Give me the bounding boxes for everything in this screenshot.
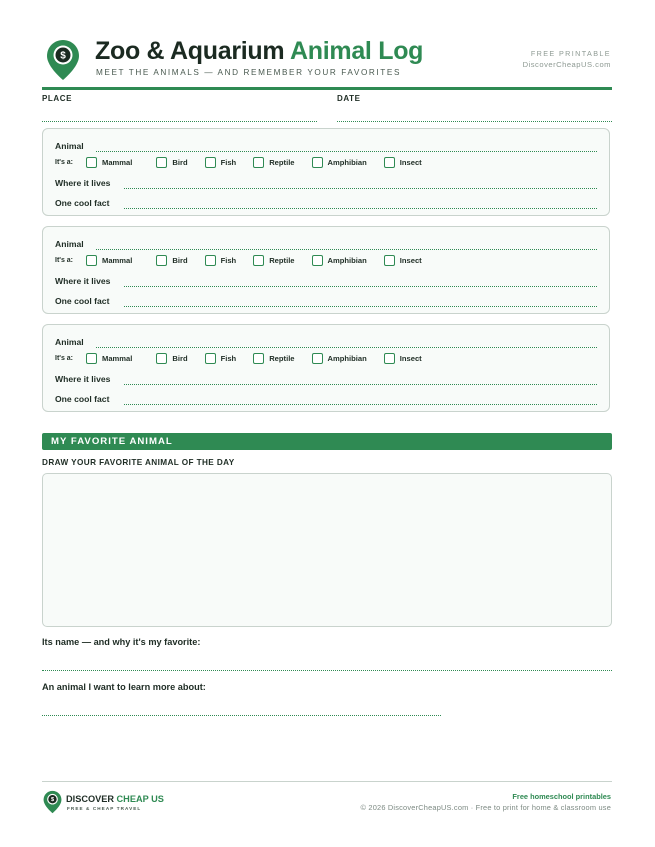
- checkbox[interactable]: [205, 157, 216, 168]
- checkbox[interactable]: [312, 255, 323, 266]
- fact-field[interactable]: [124, 404, 597, 405]
- animal-type-options: [86, 353, 422, 364]
- option-amphibian[interactable]: [312, 255, 367, 266]
- animal-card: [42, 324, 610, 412]
- checkbox[interactable]: [205, 353, 216, 364]
- svg-text:$: $: [50, 797, 55, 804]
- animal-type-options: [86, 157, 422, 168]
- option-label: Bird: [172, 256, 188, 265]
- checkbox[interactable]: [86, 157, 97, 168]
- checkbox[interactable]: [205, 255, 216, 266]
- animal-field[interactable]: [96, 151, 597, 152]
- animal-type-options: [86, 255, 422, 266]
- checkbox[interactable]: [156, 255, 167, 266]
- where-label: Where it lives: [55, 374, 111, 384]
- name-answer-line[interactable]: [42, 670, 612, 671]
- option-label: Reptile: [269, 158, 295, 167]
- option-label: Amphibian: [327, 158, 367, 167]
- option-label: Mammal: [102, 158, 133, 167]
- where-label: Where it lives: [55, 276, 111, 286]
- option-insect[interactable]: [384, 157, 422, 168]
- checkbox[interactable]: [253, 157, 264, 168]
- footer-copyright: © 2026 DiscoverCheapUS.com · Free to print for home & classroom use: [360, 803, 611, 812]
- option-fish[interactable]: [205, 353, 237, 364]
- its-a-label: It's a:: [55, 355, 74, 362]
- footer-tagline: FREE & CHEAP TRAVEL: [67, 806, 142, 811]
- page-title: [95, 37, 423, 66]
- place-field[interactable]: [42, 121, 317, 122]
- animal-label: Animal: [55, 337, 84, 347]
- option-reptile[interactable]: [253, 255, 294, 266]
- option-label: Insect: [399, 158, 422, 167]
- option-mammal[interactable]: [86, 255, 132, 266]
- place-label: PLACE: [42, 94, 73, 103]
- animal-label: Animal: [55, 239, 84, 249]
- checkbox[interactable]: [312, 353, 323, 364]
- date-field[interactable]: [337, 121, 612, 122]
- header-divider: [42, 87, 612, 90]
- option-label: Mammal: [102, 256, 133, 265]
- footer-homeschool-text: Free homeschool printables: [512, 792, 611, 801]
- option-label: Amphibian: [327, 256, 367, 265]
- option-amphibian[interactable]: [312, 157, 367, 168]
- checkbox[interactable]: [156, 353, 167, 364]
- favorite-banner-title: MY FAVORITE ANIMAL: [51, 436, 173, 447]
- checkbox[interactable]: [253, 353, 264, 364]
- option-label: Fish: [220, 354, 237, 363]
- option-insect[interactable]: [384, 353, 422, 364]
- where-field[interactable]: [124, 384, 597, 385]
- animal-label: Animal: [55, 141, 84, 151]
- title-accent: Animal Log: [290, 37, 424, 65]
- animal-field[interactable]: [96, 347, 597, 348]
- option-bird[interactable]: [156, 255, 187, 266]
- name-prompt: Its name — and why it's my favorite:: [42, 637, 201, 647]
- footer-brand: [66, 794, 164, 804]
- animal-card: [42, 226, 610, 314]
- option-label: Bird: [172, 158, 188, 167]
- fact-label: One cool fact: [55, 296, 110, 306]
- drawing-area[interactable]: [42, 473, 612, 627]
- option-label: Amphibian: [327, 354, 367, 363]
- fact-field[interactable]: [124, 306, 597, 307]
- animal-card: [42, 128, 610, 216]
- option-label: Insect: [399, 256, 422, 265]
- where-field[interactable]: [124, 286, 597, 287]
- checkbox[interactable]: [86, 255, 97, 266]
- option-label: Bird: [172, 354, 188, 363]
- footer-divider: [42, 781, 612, 782]
- checkbox[interactable]: [253, 255, 264, 266]
- where-label: Where it lives: [55, 178, 111, 188]
- checkbox[interactable]: [384, 157, 395, 168]
- checkbox[interactable]: [384, 353, 395, 364]
- page-subtitle: MEET THE ANIMALS — AND REMEMBER YOUR FAVORITES: [96, 68, 402, 77]
- option-mammal[interactable]: [86, 353, 132, 364]
- its-a-label: It's a:: [55, 257, 74, 264]
- brand-accent: CHEAP US: [116, 794, 164, 804]
- free-printable-label: FREE PRINTABLE: [530, 49, 611, 58]
- checkbox[interactable]: [156, 157, 167, 168]
- option-label: Reptile: [269, 354, 295, 363]
- footer-map-pin-icon: [43, 790, 62, 814]
- fact-label: One cool fact: [55, 394, 110, 404]
- option-label: Fish: [220, 256, 237, 265]
- checkbox[interactable]: [86, 353, 97, 364]
- option-label: Reptile: [269, 256, 295, 265]
- checkbox[interactable]: [312, 157, 323, 168]
- option-reptile[interactable]: [253, 353, 294, 364]
- option-mammal[interactable]: [86, 157, 132, 168]
- option-reptile[interactable]: [253, 157, 294, 168]
- fact-field[interactable]: [124, 208, 597, 209]
- option-insect[interactable]: [384, 255, 422, 266]
- option-label: Insect: [399, 354, 422, 363]
- learn-prompt: An animal I want to learn more about:: [42, 682, 206, 692]
- date-label: DATE: [337, 94, 361, 103]
- title-main: Zoo & Aquarium: [95, 37, 291, 65]
- option-fish[interactable]: [205, 255, 237, 266]
- fact-label: One cool fact: [55, 198, 110, 208]
- learn-answer-line[interactable]: [42, 715, 441, 716]
- svg-text:$: $: [60, 50, 66, 62]
- option-label: Mammal: [102, 354, 133, 363]
- draw-label: DRAW YOUR FAVORITE ANIMAL OF THE DAY: [42, 458, 235, 467]
- its-a-label: It's a:: [55, 159, 74, 166]
- option-fish[interactable]: [205, 157, 237, 168]
- where-field[interactable]: [124, 188, 597, 189]
- option-bird[interactable]: [156, 353, 187, 364]
- checkbox[interactable]: [384, 255, 395, 266]
- brand-main: DISCOVER: [66, 794, 117, 804]
- site-label: DiscoverCheapUS.com: [522, 60, 611, 69]
- option-amphibian[interactable]: [312, 353, 367, 364]
- animal-field[interactable]: [96, 249, 597, 250]
- option-bird[interactable]: [156, 157, 187, 168]
- map-pin-dollar-icon: [46, 39, 80, 81]
- option-label: Fish: [220, 158, 237, 167]
